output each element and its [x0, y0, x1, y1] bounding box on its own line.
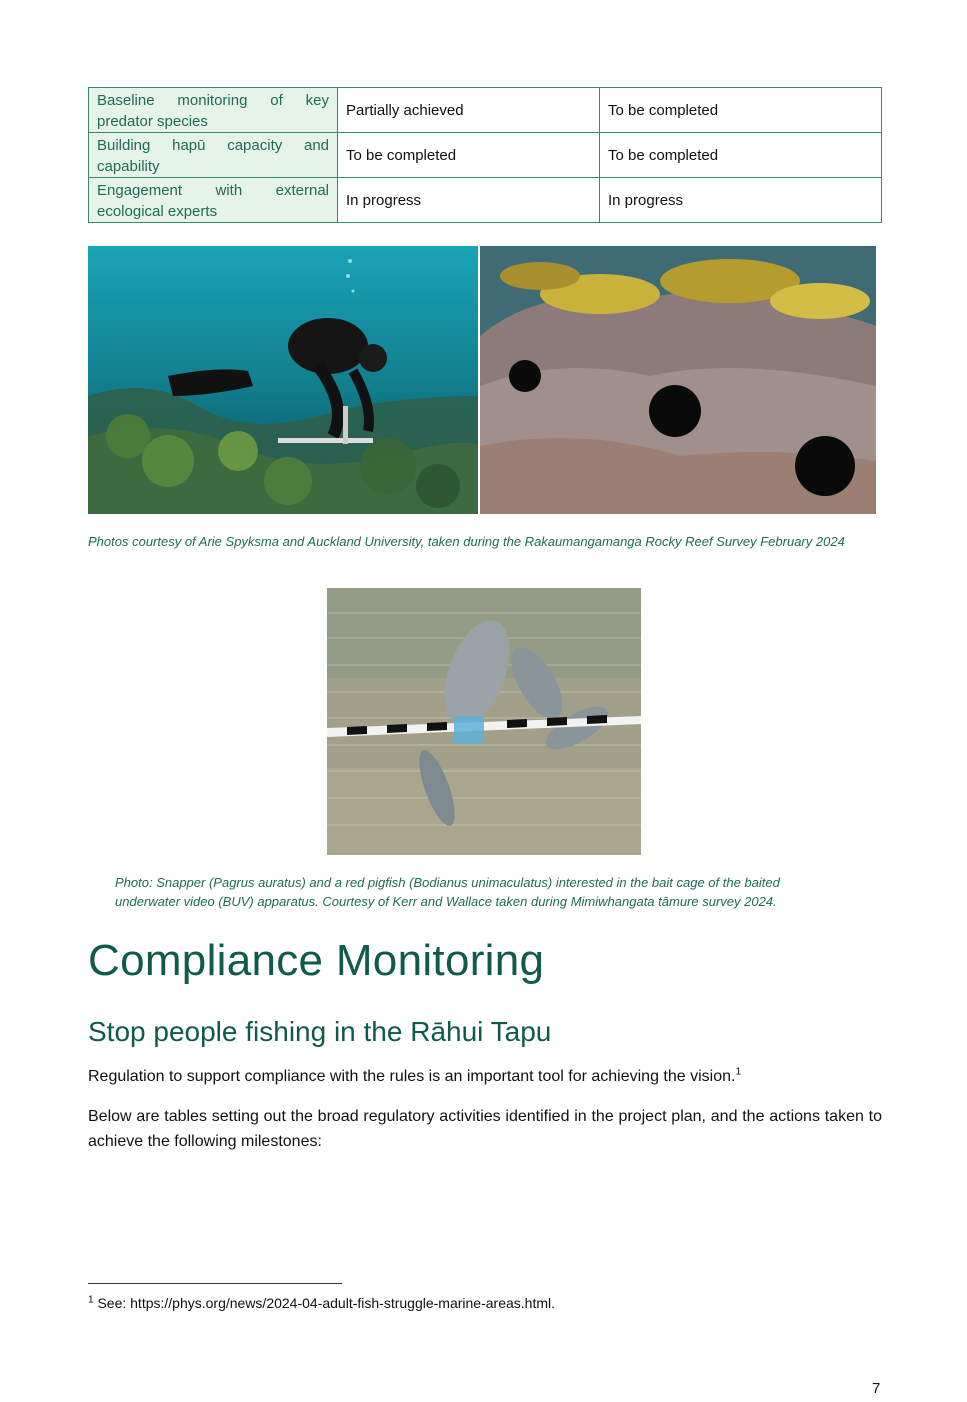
activity-text: Engagement with external	[97, 181, 329, 199]
status-cell: In progress	[600, 178, 882, 223]
activity-cell	[89, 88, 338, 133]
activity-text: Building hapū capacity and	[97, 136, 329, 154]
status-cell: In progress	[338, 178, 600, 223]
status-cell: To be completed	[600, 133, 882, 178]
milestones-paragraph: Below are tables setting out the broad regulatory activities identified in the project plan, and the actions taken to achieve the following milestones:	[88, 1108, 882, 1150]
activity-cell	[89, 178, 338, 223]
intro-paragraph	[88, 1064, 882, 1089]
buv-snapper-photo	[327, 588, 641, 855]
status-cell: To be completed	[600, 88, 882, 133]
caption-line: underwater video (BUV) apparatus. Courtesy of Kerr and Wallace taken during Mimiwhangata tāmure survey 2024.	[115, 894, 777, 909]
table-row	[89, 178, 882, 223]
footnote-divider	[88, 1283, 342, 1284]
section-subheading: Stop people fishing in the Rāhui Tapu	[88, 1016, 552, 1047]
activity-text-cont: capability	[97, 157, 160, 175]
diver-illustration	[88, 246, 478, 514]
status-cell: To be completed	[338, 133, 600, 178]
paragraph-text: Regulation to support compliance with the rules is an important tool for achieving the vision.	[88, 1068, 736, 1085]
status-cell: Partially achieved	[338, 88, 600, 133]
footnote	[88, 1295, 555, 1311]
table-row	[89, 88, 882, 133]
snapper-illustration	[327, 588, 641, 855]
urchin-reef-photo	[480, 246, 876, 514]
caption-line: Photo: Snapper (Pagrus auratus) and a red pigfish (Bodianus unimaculatus) interested in the bait cage of the baited	[115, 875, 780, 890]
footnote-link[interactable]: See: https://phys.org/news/2024-04-adult-fish-struggle-marine-areas.html.	[97, 1295, 556, 1311]
milestone-status-table	[88, 87, 882, 223]
activity-cell	[89, 133, 338, 178]
footnote-number: 1	[88, 1294, 94, 1306]
photo-caption-buv	[115, 873, 875, 911]
section-heading: Compliance Monitoring	[88, 936, 545, 985]
photo-caption-survey: Photos courtesy of Arie Spyksma and Auckland University, taken during the Rakaumangamanga Rocky Reef Survey February 2024	[88, 534, 845, 549]
table-row	[89, 133, 882, 178]
activity-text-cont: ecological experts	[97, 202, 218, 220]
diver-photo	[88, 246, 478, 514]
footnote-ref[interactable]: 1	[735, 1066, 742, 1078]
activity-text-cont: predator species	[97, 112, 208, 130]
page-number: 7	[872, 1380, 881, 1397]
urchin-illustration	[480, 246, 876, 514]
activity-text: Baseline monitoring of key	[97, 91, 329, 109]
